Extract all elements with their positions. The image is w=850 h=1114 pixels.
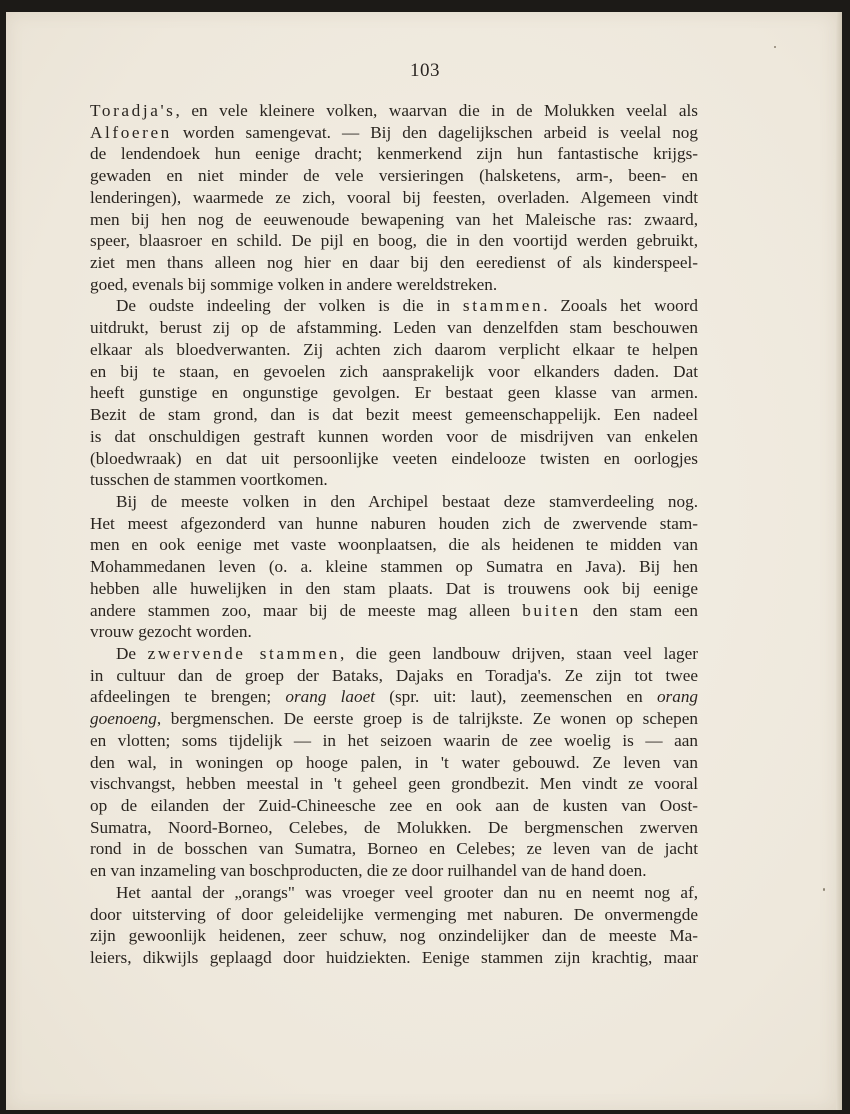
text-line [90, 904, 698, 926]
text-run: rond in de bosschen van Sumatra, Borneo en Celebes; ze leven van de jacht [90, 839, 698, 859]
text-line [90, 882, 698, 904]
text-line [90, 947, 698, 969]
text-run: , bergmenschen. De eerste groep is de talrijkste. Ze wonen op schepen [156, 709, 698, 729]
text-line [90, 686, 698, 708]
text-line [90, 817, 698, 839]
paragraph [90, 491, 698, 643]
text-run: , en vele kleinere volken, waarvan die in de Molukken veelal als [175, 101, 698, 120]
text-run: ziet men thans alleen nog hier en daar bij den eeredienst of als kinderspeel- [90, 253, 698, 273]
text-run: vischvangst, hebben meestal in 't geheel geen grondbezit. Men vindt ze vooral [90, 774, 698, 794]
text-line [90, 795, 698, 817]
text-line [90, 230, 698, 252]
text-run: den stam een [580, 600, 698, 620]
spaced-emphasis: Toradja's [90, 101, 176, 120]
text-line [90, 361, 698, 383]
text-line [90, 578, 698, 600]
text-run: worden samengevat. — Bij den dagelijkschen arbeid is veelal nog [171, 122, 698, 142]
text-run: , die geen landbouw drijven, staan veel lager [339, 643, 699, 663]
paragraph [90, 295, 698, 490]
text-line [90, 491, 698, 513]
text-line [90, 708, 698, 730]
text-run: gewaden en niet minder de vele versieringen (halsketens, arm-, been- en [90, 166, 698, 186]
text-line [90, 295, 698, 317]
text-line [90, 600, 698, 622]
text-line [90, 339, 698, 361]
spaced-emphasis: buiten [522, 600, 581, 620]
spaced-emphasis: Alfoeren [90, 122, 172, 142]
text-run: hebben alle huwelijken in den stam plaats. Dat is trouwens ook bij eenige [90, 578, 698, 598]
text-run: . Zooals het woord [543, 296, 698, 316]
page-edge [836, 12, 842, 1110]
text-line [90, 122, 698, 144]
text-run: door uitsterving of door geleidelijke vermenging met naburen. De onvermengde [90, 904, 698, 924]
text-run: en bij te staan, en gevoelen zich aansprakelijk voor elkanders daden. Dat [90, 361, 698, 381]
paragraph [90, 882, 698, 969]
text-line [90, 274, 698, 296]
text-run: de lendendoek hun eenige dracht; kenmerkend zijn hun fantastische krijgs- [90, 144, 698, 164]
text-run: in cultuur dan de groep der Bataks, Dajaks en Toradja's. Ze zijn tot twee [90, 665, 698, 685]
text-run: andere stammen zoo, maar bij de meeste mag alleen [90, 600, 523, 620]
text-run: zijn gewoonlijk heidenen, zeer schuw, nog onzindelijker dan de meeste Ma- [90, 926, 698, 946]
body-text [90, 100, 698, 969]
text-run: tusschen de stammen voortkomen. [90, 470, 328, 490]
text-run: (spr. uit: laut), zeemenschen en [375, 687, 657, 707]
text-run: en van inzameling van boschproducten, die ze door ruilhandel van de hand doen. [90, 861, 647, 881]
text-run: uitdrukt, berust zij op de afstamming. Leden van denzelfden stam beschouwen [90, 318, 698, 338]
text-run: op de eilanden der Zuid-Chineesche zee en ook aan de kusten van Oost- [90, 796, 698, 815]
text-run: speer, blaasroer en schild. De pijl en boog, die in den voortijd werden gebruikt, [90, 231, 698, 251]
text-run: men en ook eenige met vaste woonplaatsen, die als heidenen te midden van [90, 535, 698, 555]
text-line [90, 100, 698, 122]
text-run: Het meest afgezonderd van hunne naburen houden zich de zwervende stam- [90, 513, 698, 533]
text-line [90, 209, 698, 231]
text-run: den wal, in woningen op hooge palen, in 't water gebouwd. Ze leven van [90, 752, 698, 772]
text-line [90, 165, 698, 187]
text-line [90, 752, 698, 774]
text-line [90, 838, 698, 860]
italic-term: orang laoet [285, 687, 376, 707]
text-run: Sumatra, Noord-Borneo, Celebes, de Molukken. De bergmenschen zwerven [90, 817, 698, 837]
text-line [90, 382, 698, 404]
text-line [90, 773, 698, 795]
page-number: 103 [410, 60, 440, 81]
text-line [90, 252, 698, 274]
text-run: men bij hen nog de eeuwenoude bewapening van het Maleische ras: zwaard, [90, 209, 698, 229]
text-line [90, 643, 698, 665]
text-line [90, 404, 698, 426]
text-run: heeft gunstige en ongunstige gevolgen. Er bestaat geen klasse van armen. [90, 383, 698, 403]
text-run: lenderingen), waarmede ze zich, vooral bij feesten, overladen. Algemeen vindt [90, 187, 698, 207]
italic-term: goenoeng [90, 709, 157, 729]
text-line [90, 469, 698, 491]
text-line [90, 143, 698, 165]
text-run: is dat onschuldigen gestraft kunnen worden voor de misdrijven van enkelen [90, 426, 698, 446]
text-line [90, 448, 698, 470]
text-line [90, 187, 698, 209]
italic-term: orang [656, 687, 699, 707]
text-line [90, 860, 698, 882]
text-run: De [116, 643, 148, 663]
text-run: vrouw gezocht worden. [90, 622, 252, 642]
text-run: Bezit de stam grond, dan is dat bezit meest gemeenschappelijk. Een nadeel [90, 405, 698, 425]
text-run: leiers, dikwijls geplaagd door huidziekten. Eenige stammen zijn krachtig, maar [90, 948, 698, 968]
text-line [90, 665, 698, 687]
text-line [90, 925, 698, 947]
paragraph [90, 100, 698, 295]
text-line [90, 513, 698, 535]
text-run: goed, evenals bij sommige volken in andere wereldstreken. [90, 274, 498, 294]
text-line [90, 621, 698, 643]
spaced-emphasis: zwervende stammen [147, 643, 340, 663]
text-line [90, 534, 698, 556]
text-line [90, 317, 698, 339]
text-line [90, 426, 698, 448]
text-run: afdeelingen te brengen; [90, 687, 286, 707]
text-line [90, 556, 698, 578]
paper-speck [823, 888, 825, 891]
text-run: Bij de meeste volken in den Archipel bestaat deze stamverdeeling nog. [116, 491, 698, 511]
paragraph [90, 643, 698, 882]
text-run: en vlotten; soms tijdelijk — in het seizoen waarin de zee woelig is — aan [90, 730, 698, 750]
text-run: elkaar als bloedverwanten. Zij achten zich daarom verplicht elkaar te helpen [90, 339, 698, 359]
spaced-emphasis: stammen [462, 296, 544, 316]
paper-speck [774, 46, 776, 48]
text-run: De oudste indeeling der volken is die in [116, 296, 463, 316]
text-line [90, 730, 698, 752]
text-run: Het aantal der „orangs" was vroeger veel grooter dan nu en neemt nog af, [116, 882, 698, 902]
text-run: Mohammedanen leven (o. a. kleine stammen op Sumatra en Java). Bij hen [90, 557, 698, 577]
text-run: (bloedwraak) en dat uit persoonlijke veeten eindelooze twisten en oorlogjes [90, 448, 698, 468]
